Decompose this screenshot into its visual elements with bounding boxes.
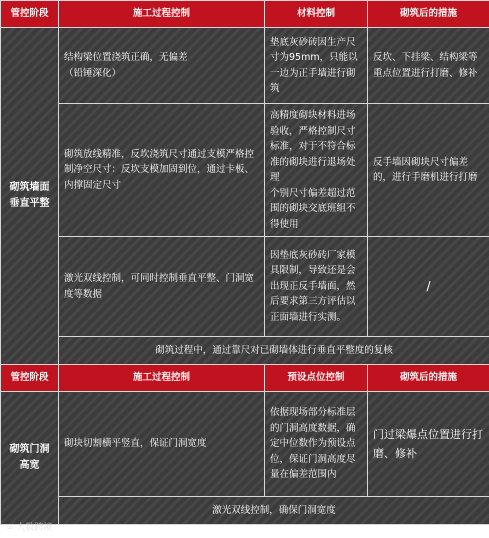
header-after: 砌筑后的措施 [368,1,489,28]
process-cell: 结构梁位置浇筑正确，无偏差 （铅锤深化） [59,28,265,104]
material-cell: 垫底灰砂砖因生产尺寸为95mm，只能以一边为正手墙进行砌筑 [265,28,368,104]
table-row [1,28,489,104]
material-cell: 因垫底灰砂砖厂家模具限制，导致还是会出现正反手墙面，然后要求第三方评估以正面墙进行实测。 [265,237,368,337]
header-after: 砌筑后的措施 [368,365,489,392]
preset-cell: 依据现场部分标准层的门洞高度数据，确定中位数作为预设点位，保证门洞高度尽量在偏差范围内 [265,392,368,497]
logo-text: 大数跨境 [16,523,53,533]
after-cell: 门过梁爆点位置进行打磨、修补 [368,392,489,497]
header-material: 材料控制 [265,1,368,28]
header-process: 施工过程控制 [59,365,265,392]
stage-cell: 砌筑门洞 高宽 [1,392,59,525]
material-cell: 高精度砌块材料进场验收，严格控制尺寸标准，对于不符合标准的砌块进行退场处理 个别尺寸偏差超过范围的砌块交底班组不得使用 [265,104,368,237]
stage-cell: 砌筑墙面 垂直平整 [1,28,59,365]
process-cell: 激光双线控制，可同时控制垂直平整、门洞宽度等数据 [59,237,265,337]
table-row [1,237,489,337]
header-stage: 管控阶段 [1,1,59,28]
table-row [1,104,489,237]
header-stage: 管控阶段 [1,365,59,392]
header-process: 施工过程控制 [59,1,265,28]
section2-footer-row [1,497,489,525]
logo-icon: ∞ [6,523,14,533]
process-cell: 砌块切割横平竖直，保证门洞宽度 [59,392,265,497]
watermark-logo [6,520,52,533]
after-cell: 反坎、下挂梁、结构梁等重点位置进行打磨、修补 [368,28,489,104]
after-cell: 反手墙因砌块尺寸偏差的，进行手磨机进行打磨 [368,104,489,237]
process-cell: 砌筑放线精准，反坎浇筑尺寸通过支模严格控制净空尺寸：反坎支模加固到位，通过卡板、内撑固定尺寸 [59,104,265,237]
header-preset: 预设点位控制 [265,365,368,392]
after-cell: / [368,237,489,337]
section1-footer-row [1,337,489,365]
footer-note: 激光双线控制，确保门洞宽度 [59,497,489,525]
table-row [1,392,489,497]
footer-note: 砌筑过程中，通过靠尺对已砌墙体进行垂直平整度的复核 [59,337,489,365]
section1-header-row [1,1,489,28]
section2-header-row [1,365,489,392]
